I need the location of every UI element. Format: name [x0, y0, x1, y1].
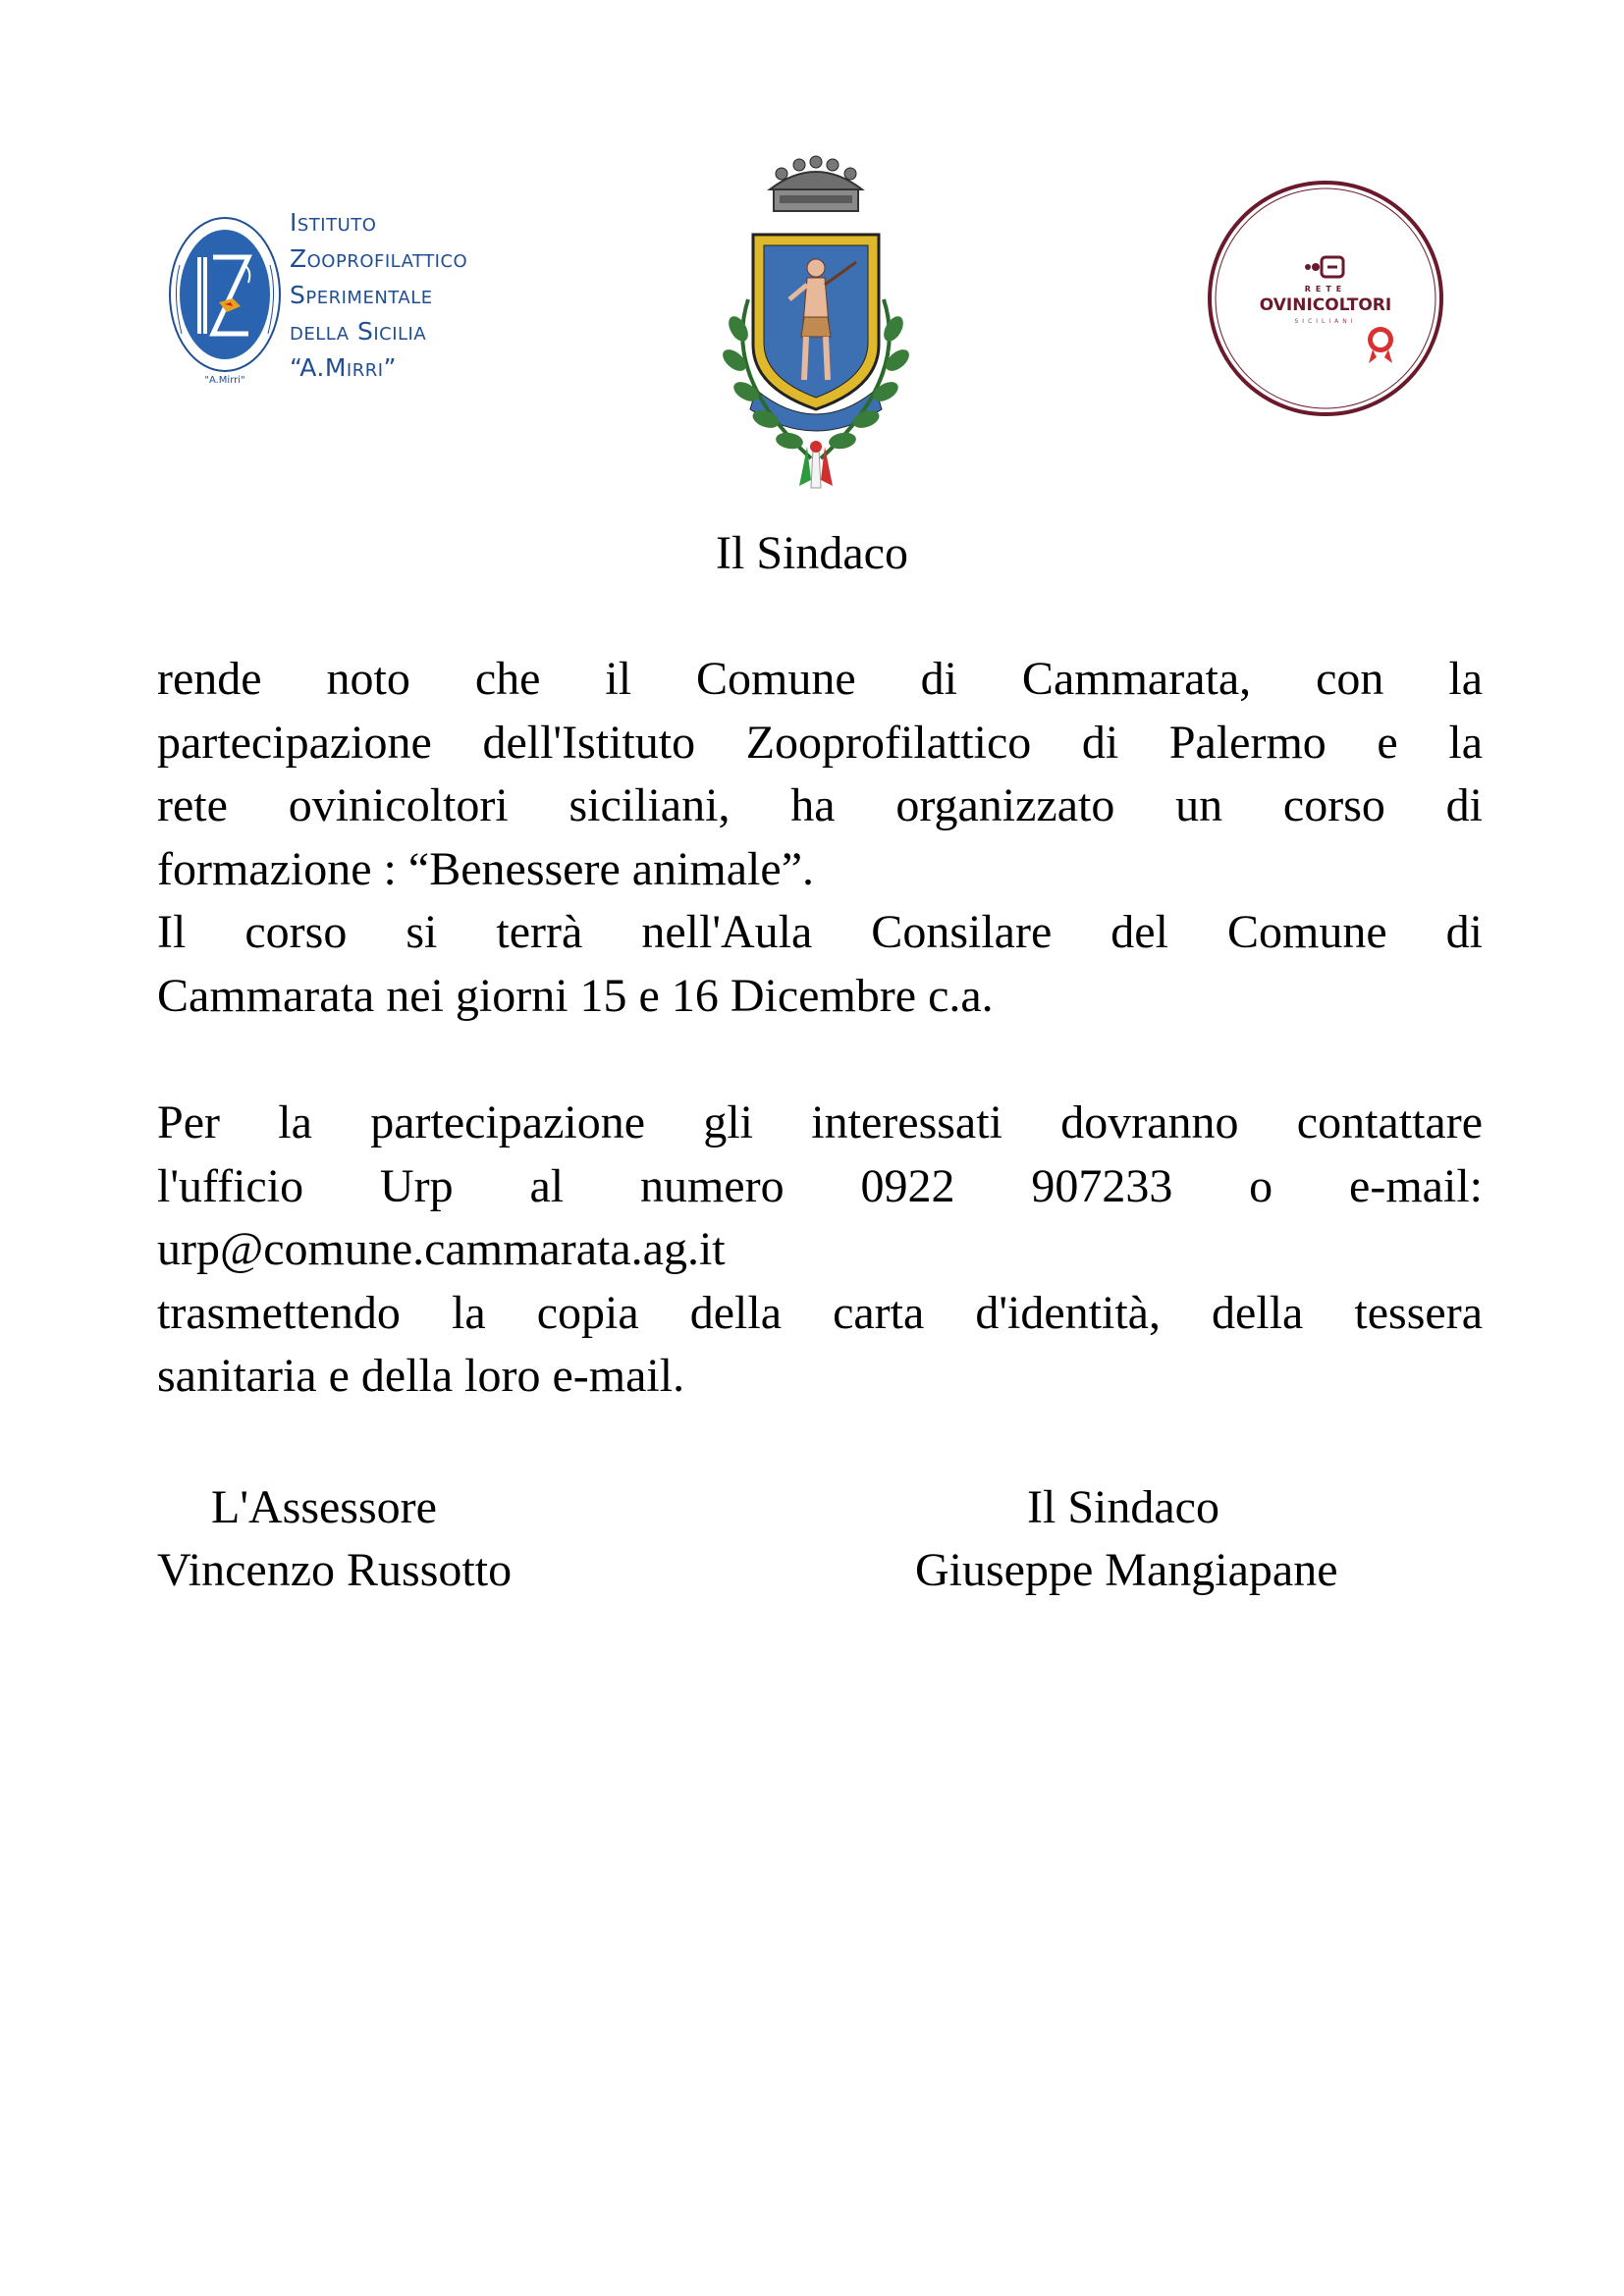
izs-emblem-icon: [162, 196, 290, 393]
text-line: rende noto che il Comune di Cammarata, con la: [157, 653, 1483, 705]
izs-name: Istituto Zooprofilattico Sperimentale della Sicilia “A.Mirri”: [290, 208, 468, 382]
assessore-title: L'Assessore: [211, 1481, 437, 1533]
rete-ovinicoltori-logo: [1200, 181, 1451, 416]
rete-sub: SICILIANI: [1294, 318, 1357, 325]
text-line: Per la partecipazione gli interessati dovranno contattare: [157, 1096, 1483, 1148]
assessore-name: Vincenzo Russotto: [157, 1544, 513, 1596]
text-line: l'ufficio Urp al numero 0922 907233 o e-mail:: [157, 1159, 1483, 1212]
sindaco-name: Giuseppe Mangiapane: [915, 1544, 1338, 1596]
text-line: Il corso si terrà nell'Aula Consilare del Comune di: [157, 906, 1483, 958]
rete-name: OVINICOLTORI: [1259, 295, 1392, 315]
rete-label: RETE: [1304, 285, 1347, 294]
participation-paragraph: [157, 1092, 1483, 1409]
svg-text:"A.Mirri": "A.Mirri": [204, 375, 245, 386]
text-line: Cammarata nei giorni 15 e 16 Dicembre c.a.: [157, 969, 994, 1022]
sindaco-title: Il Sindaco: [1027, 1481, 1219, 1533]
text-line: partecipazione dell'Istituto Zooprofilattico di Palermo e la: [157, 716, 1483, 769]
text-line: rete ovinicoltori siciliani, ha organizzato un corso di: [157, 779, 1483, 831]
announcement-paragraph: [157, 648, 1483, 1028]
izs-logo: [162, 196, 486, 393]
email-address: urp@comune.cammarata.ag.it: [157, 1223, 726, 1275]
text-line: formazione : “Benessere animale”.: [157, 842, 814, 895]
text-line: trasmettendo la copia della carta d'identità, della tessera: [157, 1286, 1483, 1339]
coat-of-arms-icon: [709, 152, 923, 491]
page-title: Il Sindaco: [716, 527, 908, 579]
text-line: sanitaria e della loro e-mail.: [157, 1350, 685, 1402]
